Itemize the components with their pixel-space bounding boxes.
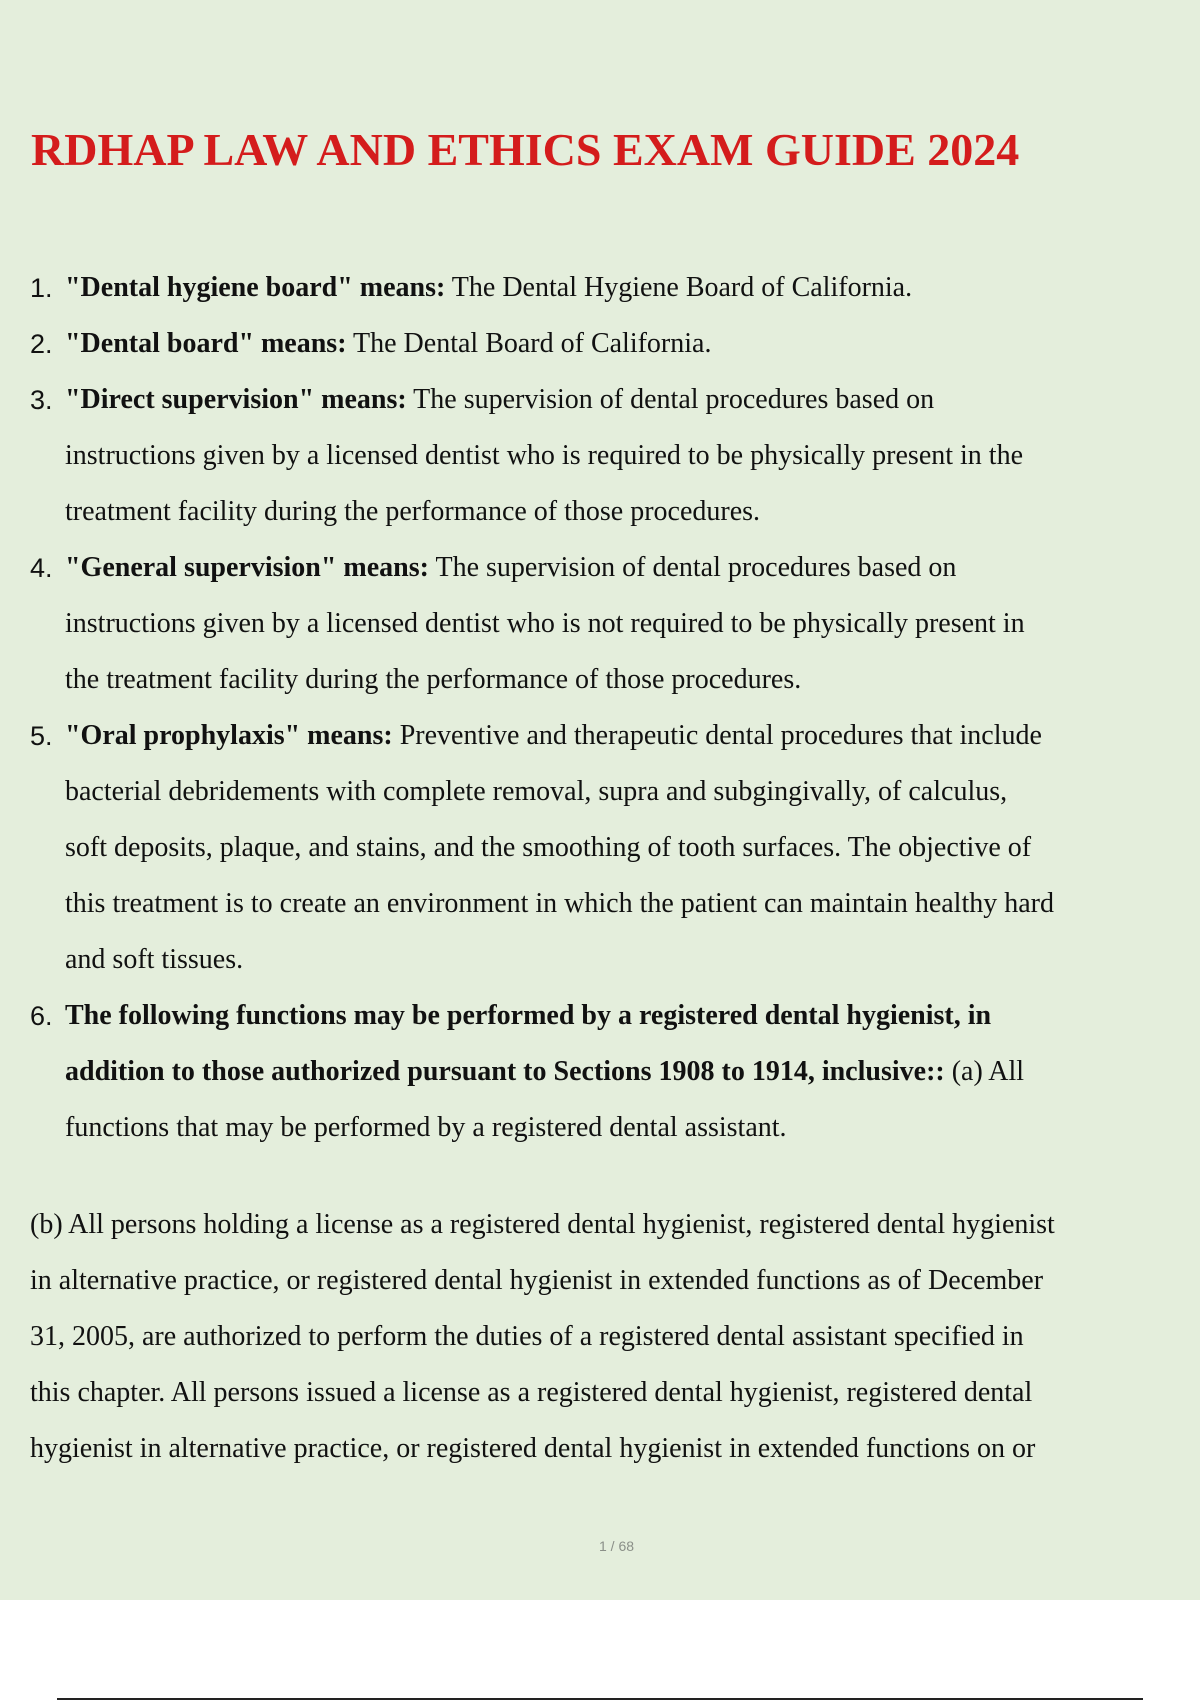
item-definition: The Dental Hygiene Board of California. xyxy=(445,272,913,303)
item-number: 5. xyxy=(30,721,53,751)
list-item xyxy=(0,260,1200,316)
paragraph-line: in alternative practice, or registered dental hygienist in extended functions as of December xyxy=(30,1265,1044,1296)
page-number: 1 / 68 xyxy=(598,1538,635,1554)
list-item xyxy=(0,372,1200,540)
paragraph-line: this chapter. All persons issued a license as a registered dental hygienist, registered dental xyxy=(30,1377,1033,1408)
item-number: 3. xyxy=(30,385,53,415)
item-number: 4. xyxy=(30,553,53,583)
item-term: "Dental board" means: xyxy=(65,328,347,359)
list-item xyxy=(0,708,1200,988)
list-item xyxy=(0,316,1200,372)
item-term: "Oral prophylaxis" means: xyxy=(65,720,393,751)
item-number: 1. xyxy=(30,273,53,303)
item-definition-line: and soft tissues. xyxy=(65,944,244,975)
item-term: "General supervision" means: xyxy=(65,552,429,583)
item-definition: The supervision of dental procedures based on xyxy=(406,384,935,415)
item-definition-line: bacterial debridements with complete removal, supra and subgingivally, of calculus, xyxy=(65,776,1008,807)
item-number: 2. xyxy=(30,329,53,359)
paragraph-line: 31, 2005, are authorized to perform the duties of a registered dental assistant specified in xyxy=(30,1321,1024,1352)
item-term: "Dental hygiene board" means: xyxy=(65,272,446,303)
item-number: 6. xyxy=(30,1001,53,1031)
body-paragraph xyxy=(30,1197,1200,1477)
item-definition-line: the treatment facility during the performance of those procedures. xyxy=(65,664,802,695)
item-term: The following functions may be performed by a registered dental hygienist, in xyxy=(65,1000,992,1031)
item-definition-line: soft deposits, plaque, and stains, and the smoothing of tooth surfaces. The objective of xyxy=(65,832,1032,863)
item-definition-line: this treatment is to create an environment in which the patient can maintain healthy hard xyxy=(65,888,1054,919)
list-item xyxy=(0,540,1200,708)
item-term: "Direct supervision" means: xyxy=(65,384,407,415)
item-definition-line: instructions given by a licensed dentist who is not required to be physically present in xyxy=(65,608,1025,639)
item-definition: Preventive and therapeutic dental procedures that include xyxy=(392,720,1042,751)
item-definition-line: functions that may be performed by a registered dental assistant. xyxy=(65,1112,787,1143)
item-term-line: addition to those authorized pursuant to Sections 1908 to 1914, inclusive:: xyxy=(65,1056,945,1087)
item-definition: The supervision of dental procedures based on xyxy=(428,552,957,583)
paragraph-line: hygienist in alternative practice, or registered dental hygienist in extended functions on or xyxy=(30,1433,1036,1464)
paragraph-line: (b) All persons holding a license as a registered dental hygienist, registered dental hygienist xyxy=(30,1209,1055,1240)
item-definition-line: instructions given by a licensed dentist who is required to be physically present in the xyxy=(65,440,1024,471)
item-definition-line: treatment facility during the performance of those procedures. xyxy=(65,496,761,527)
item-definition: (a) All xyxy=(944,1056,1025,1087)
definitions-list xyxy=(0,260,1200,1156)
list-item xyxy=(0,988,1200,1156)
item-definition: The Dental Board of California. xyxy=(346,328,712,359)
document-title: RDHAP LAW AND ETHICS EXAM GUIDE 2024 xyxy=(31,124,1020,175)
